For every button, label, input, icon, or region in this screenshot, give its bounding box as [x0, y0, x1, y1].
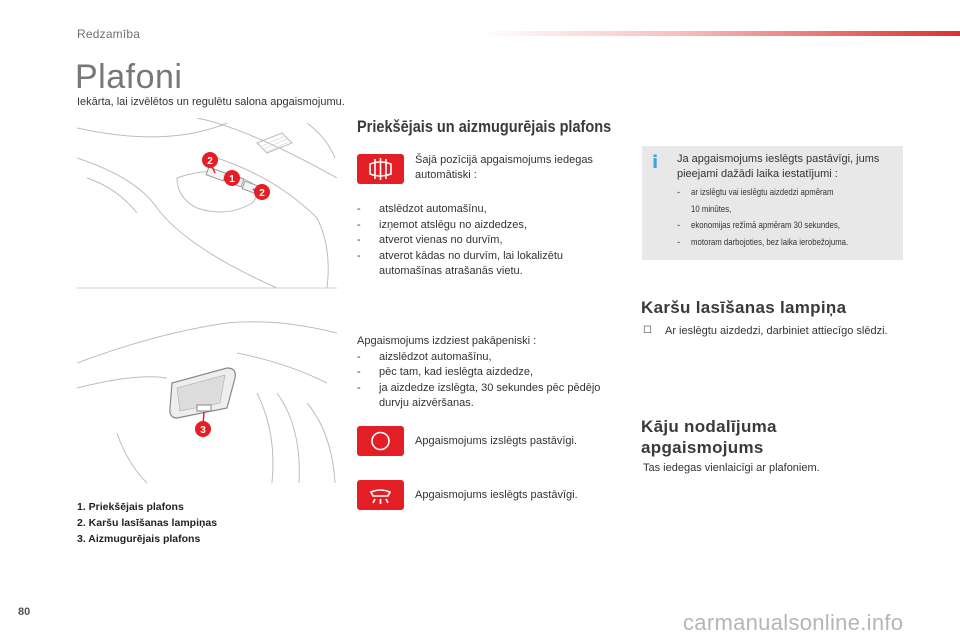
on-mode-icon [357, 480, 404, 510]
front-ceiling-drawing [77, 118, 337, 293]
info-icon: i [652, 152, 659, 173]
list-item: - ar izslēgtu vai ieslēgtu aizdedzi apmēram [677, 187, 834, 198]
list-item: - atverot vienas no durvīm, [357, 234, 503, 246]
list-item: - atverot kādas no durvīm, lai lokalizētu automašīnas atrašanās vietu. [357, 249, 564, 277]
marker-2-left: 2 [207, 156, 213, 167]
list-item: - pēc tam, kad ieslēgta aizdedze, [357, 366, 534, 378]
marker-3: 3 [200, 425, 206, 436]
list-item: - atslēdzot automašīnu, [357, 203, 487, 215]
footwell-heading: Kāju nodalījuma apgaismojums [641, 417, 777, 457]
on-mode-text: Apgaismojums ieslēgts pastāvīgi. [415, 489, 578, 501]
auto-mode-icon [357, 154, 404, 184]
list-item: - ja aizdedze izslēgta, 30 sekundes pēc pēdējo durvju aizvēršanas. [357, 381, 601, 409]
page-number: 80 [18, 606, 31, 618]
list-item: - izņemot atslēgu no aizdedzes, [357, 218, 527, 231]
rear-ceiling-illustration [77, 313, 337, 488]
auto-mode-text: Šajā pozīcijā apgaismojums iedegas automātiski : [415, 154, 593, 181]
list-item: 10 minūtes, [691, 203, 732, 215]
info-main-text: Ja apgaismojums ieslēgts pastāvīgi, jums pieejami dažādi laika iestatījumi : [677, 153, 880, 180]
list-item: - aizslēdzot automašīnu, [357, 350, 492, 363]
footwell-text: Tas iedegas vienlaicīgi ar plafoniem. [643, 462, 820, 474]
page-subtitle: Iekārta, lai izvēlētos un regulētu salona apgaismojumu. [77, 96, 345, 108]
rear-ceiling-drawing [77, 313, 337, 488]
watermark: carmanualsonline.info [683, 610, 904, 635]
legend-item: 1. Priekšējais plafons [77, 501, 184, 513]
legend-item: 3. Aizmugurējais plafons [77, 533, 201, 545]
list-item: - ekonomijas režīmā apmēram 30 sekundes, [677, 220, 840, 231]
marker-1: 1 [229, 174, 235, 185]
header-accent-bar [480, 31, 960, 36]
fade-conditions [357, 334, 627, 412]
list-item: - motoram darbojoties, bez laika ierobežojuma. [677, 236, 849, 248]
figure-legend [77, 499, 217, 547]
page-title: Plafoni [75, 58, 183, 96]
off-mode-text: Apgaismojums izslēgts pastāvīgi. [415, 435, 578, 447]
bullet-icon: ☐ [643, 325, 652, 336]
info-items-list [677, 185, 899, 251]
marker-2-right: 2 [259, 188, 265, 199]
section-header: Redzamība [77, 27, 141, 41]
front-rear-heading: Priekšējais un aizmugurējais plafons [357, 118, 612, 136]
map-lamp-heading: Karšu lasīšanas lampiņa [641, 298, 847, 317]
map-lamp-item: ☐ Ar ieslēgtu aizdedzi, darbiniet attiecīgo slēdzi. [643, 325, 888, 337]
off-mode-icon [357, 426, 404, 456]
front-ceiling-illustration [77, 118, 337, 293]
legend-item: 2. Karšu lasīšanas lampiņas [77, 517, 218, 529]
auto-conditions-list [357, 202, 627, 280]
fade-intro: Apgaismojums izdziest pakāpeniski : [357, 335, 537, 347]
